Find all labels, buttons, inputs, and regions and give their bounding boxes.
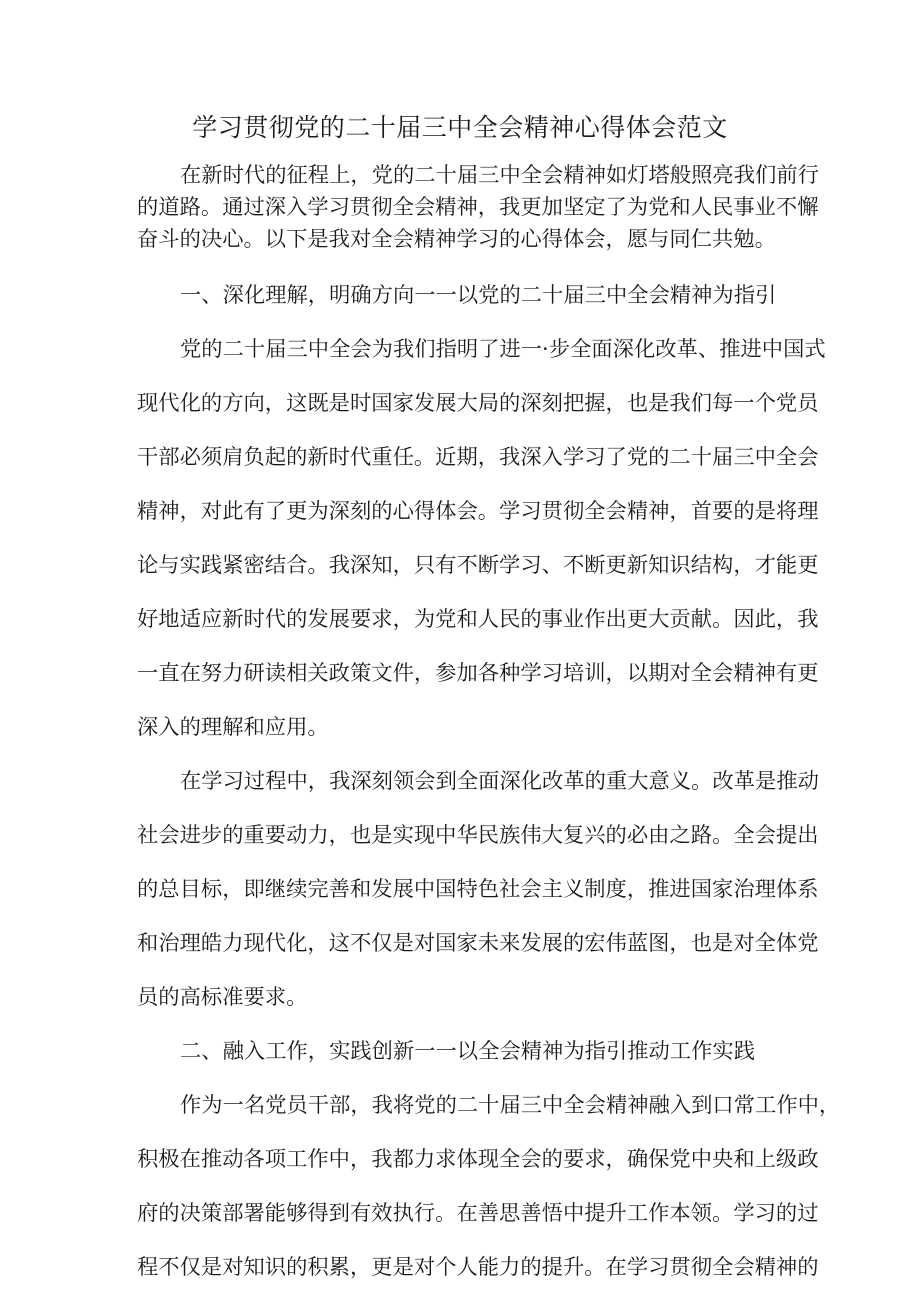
text-line: 积极在推动各项工作中，我都力求体现全会的要求，确保党中央和上级政 <box>137 1147 819 1172</box>
text-line: 现代化的方向，这既是时国家发展大局的深刻把握，也是我们每一个党员 <box>137 391 819 416</box>
text-line: 程不仅是对知识的积累，更是对个人能力的提升。在学习贯彻全会精神的 <box>137 1255 819 1280</box>
text-line: 精神，对此有了更为深刻的心得体会。学习贯彻全会精神，首要的是将理 <box>137 499 819 524</box>
text-line: 作为一名党员干部，我将党的二十届三中全会精神融入到口常工作中， <box>180 1093 841 1118</box>
text-line: 的道路。通过深入学习贯彻全会精神，我更加坚定了为党和人民事业不懈 <box>137 195 819 220</box>
text-line: 的总目标，即继续完善和发展中国特色社会主义制度，推进国家治理体系 <box>137 877 819 902</box>
text-line: 党的二十届三中全会为我们指明了进一·步全面深化改革、推进中国式 <box>180 337 826 362</box>
text-line: 在学习过程中，我深刻领会到全面深化改革的重大意义。改革是推动 <box>180 769 819 794</box>
text-line: 员的高标准要求。 <box>137 985 308 1010</box>
text-line: 和治理皓力现代化，这不仅是对国家未来发展的宏伟蓝图，也是对全体党 <box>137 931 819 956</box>
text-line: 社会进步的重要动力，也是实现中华民族伟大复兴的必由之路。全会提出 <box>137 823 819 848</box>
text-line: 干部必须肩负起的新时代重任。近期，我深入学习了党的二十届三中全会 <box>137 445 819 470</box>
text-line: 在新时代的征程上，党的二十届三中全会精神如灯塔般照亮我们前行 <box>180 163 819 188</box>
section-heading: 一、深化理解，明确方向一一以党的二十届三中全会精神为指引 <box>180 283 777 308</box>
text-line: 一直在努力研读相关政策文件，参加各种学习培训，以期对全会精神有更 <box>137 661 819 686</box>
document-title: 学习贯彻党的二十届三中全会精神心得体会范文 <box>192 113 728 142</box>
text-line: 奋斗的决心。以下是我对全会精神学习的心得体会，愿与同仁共勉。 <box>137 227 776 252</box>
text-line: 好地适应新时代的发展要求，为党和人民的事业作出更大贡献。因此，我 <box>137 607 819 632</box>
text-line: 深入的理解和应用。 <box>137 715 329 740</box>
section-heading: 二、融入工作，实践创新一一以全会精神为指引推动工作实践 <box>180 1039 756 1064</box>
text-line: 论与实践紧密结合。我深知，只有不断学习、不断更新知识结构，才能更 <box>137 553 819 578</box>
text-line: 府的决策部署能够得到有效执行。在善思善悟中提升工作本领。学习的过 <box>137 1201 819 1226</box>
